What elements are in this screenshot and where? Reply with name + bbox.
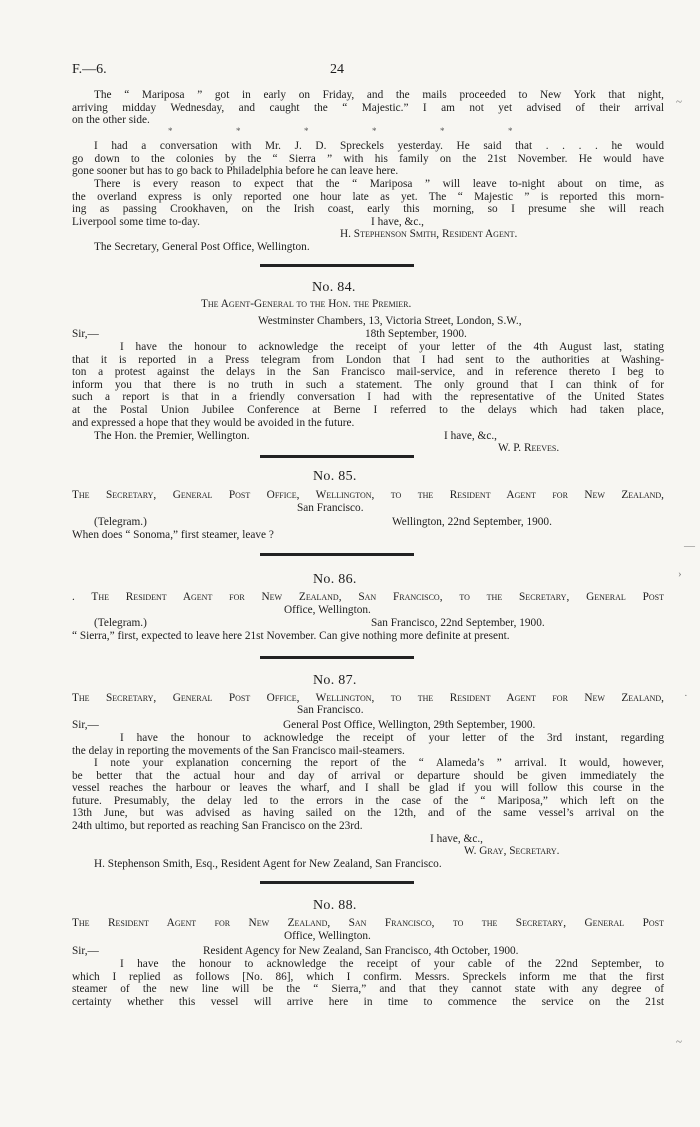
- letter-84-heading: The Agent-General to the Hon. the Premier.: [201, 298, 412, 310]
- letter-87-date: General Post Office, Wellington, 29th September, 1900.: [283, 719, 536, 731]
- letter-85-body: When does “ Sonoma,” first steamer, leave ?: [72, 529, 274, 541]
- intro-addressee: The Secretary, General Post Office, Wellington.: [94, 241, 310, 253]
- letter-84-date: 18th September, 1900.: [365, 328, 467, 340]
- section-divider: [260, 553, 414, 556]
- section-divider: [260, 455, 414, 458]
- page-number: 24: [330, 62, 344, 77]
- section-divider: [260, 656, 414, 659]
- intro-paragraph-2: I had a conversation with Mr. J. D. Spreckels yesterday. He said that . . . . he would go down to the colonies by the “ Sierra ” with his family on the 21st November. He would have gone sooner but has to go back to Philadelphia before he can leave here.: [72, 140, 664, 178]
- margin-mark: —: [684, 540, 695, 552]
- intro-paragraph-3: There is every reason to expect that the “ Mariposa ” will leave to-night about on time, as the overland express is only reported one hour late as yet. The “ Majestic ” is reported this morn- ing as passing Crookhaven, on the Irish coast, early this morning, so I presume she will reach Liverpool some time to-day.: [72, 178, 664, 228]
- letter-87-paragraph-1: I have the honour to acknowledge the receipt of your letter of the 3rd instant, regarding the delay in reporting the movements of the San Francisco mail-steamers.: [72, 732, 664, 757]
- letter-87-addressee: H. Stephenson Smith, Esq., Resident Agent for New Zealand, San Francisco.: [94, 858, 442, 870]
- letter-87-signature: W. Gray, Secretary.: [464, 845, 560, 857]
- section-divider: [260, 881, 414, 884]
- letter-86-date: San Francisco, 22nd September, 1900.: [371, 617, 545, 629]
- letter-86-heading-place: Office, Wellington.: [284, 604, 371, 616]
- intro-paragraph-1: The “ Mariposa ” got in early on Friday, and the mails proceeded to New York that night, arriving midday Wednesday, and caught the “ Majestic.” I am not yet advised of their arrival on the other side.: [72, 89, 664, 127]
- margin-mark: ~: [676, 96, 682, 108]
- letter-85-telegram: (Telegram.): [94, 516, 147, 528]
- section-divider: [260, 264, 414, 267]
- letter-87-salutation: Sir,—: [72, 719, 99, 731]
- letter-number-88: No. 88.: [313, 898, 357, 913]
- letter-number-85: No. 85.: [313, 469, 357, 484]
- letter-88-date: Resident Agency for New Zealand, San Francisco, 4th October, 1900.: [203, 945, 519, 957]
- letter-87-closing: I have, &c.,: [430, 833, 484, 845]
- letter-88-salutation: Sir,—: [72, 945, 99, 957]
- letter-number-87: No. 87.: [313, 673, 357, 688]
- letter-86-heading: . The Resident Agent for New Zealand, San Francisco, to the Secretary, General Post: [72, 591, 664, 603]
- letter-86-body: “ Sierra,” first, expected to leave here 21st November. Can give nothing more definite at present.: [72, 630, 510, 642]
- letter-84-salutation: Sir,—: [72, 328, 99, 340]
- letter-84-signature: W. P. Reeves.: [498, 442, 560, 454]
- intro-closing: I have, &c.,: [371, 216, 425, 228]
- letter-86-telegram: (Telegram.): [94, 617, 147, 629]
- letter-number-84: No. 84.: [312, 280, 356, 295]
- letter-84-closing: I have, &c.,: [444, 430, 498, 442]
- page-ref: F.—6.: [72, 62, 107, 77]
- margin-mark: ~: [676, 1036, 682, 1048]
- section-stars: * * * * * *: [168, 126, 513, 136]
- margin-mark: ›: [678, 568, 682, 580]
- letter-85-heading: The Secretary, General Post Office, Wellington, to the Resident Agent for New Zealand,: [72, 489, 664, 501]
- letter-87-paragraph-2: I note your explanation concerning the report of the “ Alameda’s ” arrival. It would, however, be better that the actual hour and day of arrival or departure should be given immediately the vessel reaches the harbour or leaves the wharf, and I shall be glad if you will follow this course in the future. Presumably, the delay led to the errors in the case of the “ Mariposa,” which left on the 13th June, but was advised as having sailed on the 12th, and of the same vessel’s arrival on the 24th ultimo, but reported as reaching San Francisco on the 23rd.: [72, 757, 664, 832]
- margin-mark: ·: [684, 690, 688, 702]
- letter-85-heading-place: San Francisco.: [297, 502, 364, 514]
- letter-84-body: I have the honour to acknowledge the receipt of your letter of the 4th August last, stating that it is reported in a Press telegram from London that I had sent to the authorities at Washing- ton a protest against the delays in the San Francisco mail-service, and in reference thereto I beg to inform you that there is no truth in such a statement. The only ground that I can think of for such a report is that in a friendly conversation I had with the representative of the United States at the Postal Union Jubilee Conference at Berne I referred to the delays which had taken place, and expressed a hope that they would be avoided in the future.: [72, 341, 664, 429]
- intro-signature: H. Stephenson Smith, Resident Agent.: [340, 228, 518, 240]
- letter-88-heading-place: Office, Wellington.: [284, 930, 371, 942]
- letter-87-heading-place: San Francisco.: [297, 704, 364, 716]
- letter-84-address: Westminster Chambers, 13, Victoria Street, London, S.W.,: [258, 315, 522, 327]
- letter-88-heading: The Resident Agent for New Zealand, San Francisco, to the Secretary, General Post: [72, 917, 664, 929]
- letter-85-date: Wellington, 22nd September, 1900.: [392, 516, 552, 528]
- letter-88-body: I have the honour to acknowledge the receipt of your cable of the 22nd September, to which I replied as follows [No. 86], which I confirm. Messrs. Spreckels inform me that the first steamer of the new line will be the “ Sierra,” and that they cannot state with any degree of certainty whether this vessel will arrive here in time to commence the service on the 21st: [72, 958, 664, 1008]
- letter-87-heading: The Secretary, General Post Office, Wellington, to the Resident Agent for New Zealand,: [72, 692, 664, 704]
- letter-84-addressee: The Hon. the Premier, Wellington.: [94, 430, 250, 442]
- letter-number-86: No. 86.: [313, 572, 357, 587]
